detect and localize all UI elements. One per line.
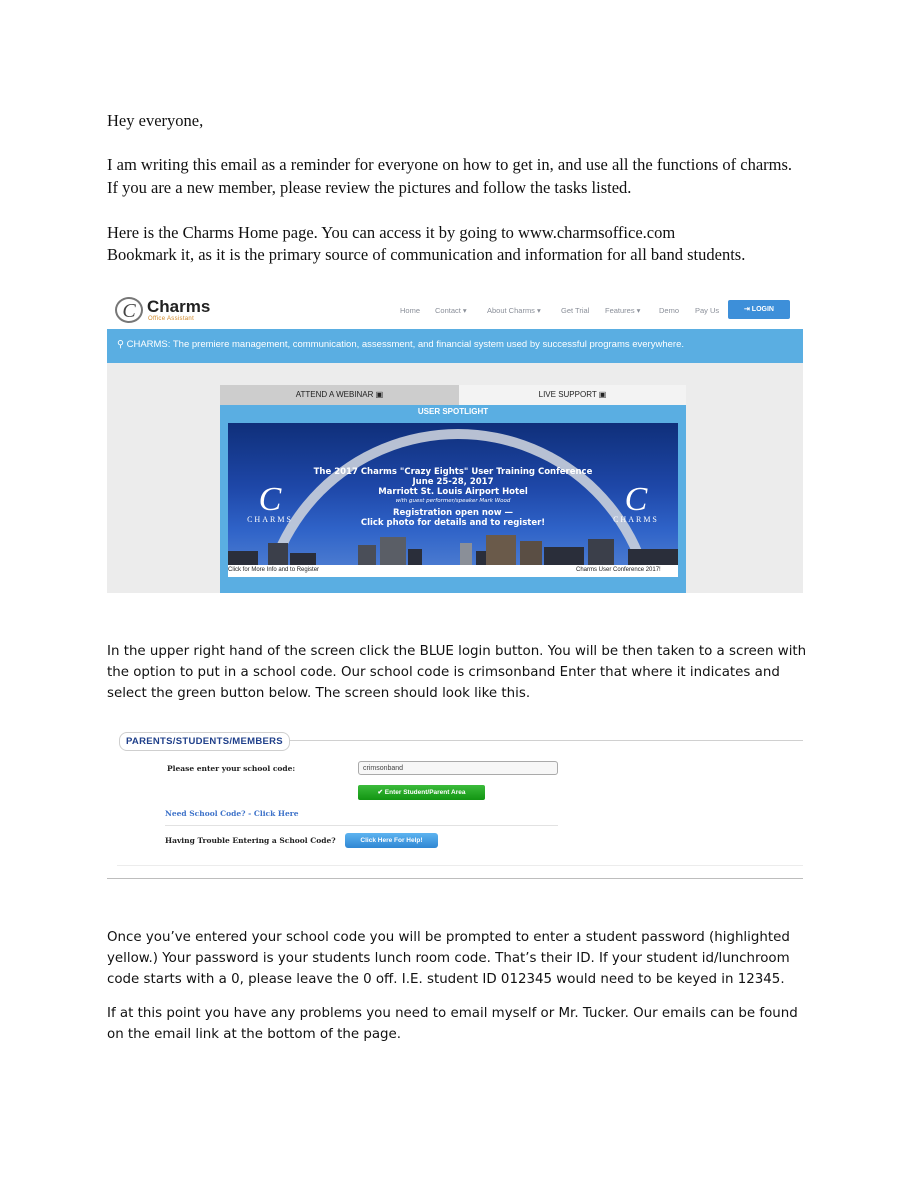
city-skyline-image	[228, 531, 678, 565]
tab-live-support[interactable]: LIVE SUPPORT ▣	[459, 385, 686, 405]
charms-photo-logo-right: C CHARMS	[613, 481, 659, 524]
paragraph-homepage-line2: Bookmark it, as it is the primary source of communication and information for all band students.	[107, 245, 746, 264]
need-school-code-link[interactable]: Need School Code? - Click Here	[165, 809, 299, 818]
form-bottom-divider	[117, 865, 803, 866]
paragraph-contact: If at this point you have any problems you need to email myself or Mr. Tucker. Our emails can be found on the email link at the bottom of the page.	[107, 1006, 798, 1042]
charms-logo-icon: C	[115, 297, 143, 323]
charms-banner	[107, 329, 803, 363]
conference-text: The 2017 Charms "Crazy Eights" User Training Conference June 25-28, 2017 Marriott St. Louis Airport Hotel with guest performer/speaker Mark Wood Registration open now — Click photo for details and to register!	[313, 467, 593, 528]
charms-photo-logo-left: C CHARMS	[247, 481, 293, 524]
school-code-label: Please enter your school code:	[167, 764, 296, 773]
screenshot-bottom-border	[107, 878, 803, 879]
login-button[interactable]: ⇥ LOGIN	[728, 300, 790, 319]
caption-conference: Charms User Conference 2017!	[576, 567, 661, 573]
spotlight-title: USER SPOTLIGHT	[417, 407, 489, 416]
paragraph-homepage-line1: Here is the Charms Home page. You can access it by going to www.charmsoffice.com	[107, 223, 676, 242]
nav-contact[interactable]: Contact ▾	[435, 306, 467, 315]
paragraph-intro: I am writing this email as a reminder for everyone on how to get in, and use all the functions of charms. If you are a new member, please review the pictures and follow the tasks listed.	[107, 155, 793, 197]
charms-logo-subtitle: Office Assistant	[148, 316, 195, 322]
charms-logo[interactable]	[115, 297, 225, 325]
charms-top-bar	[107, 291, 803, 329]
trouble-label: Having Trouble Entering a School Code?	[165, 836, 336, 845]
paragraph-login-instructions: In the upper right hand of the screen click the BLUE login button. You will be then taken to a screen with the option to put in a school code. Our school code is crimsonband Enter that where it indicates and select the green button below. The screen should look like this.	[107, 644, 807, 701]
school-code-input[interactable]: crimsonband	[358, 761, 558, 775]
nav-home[interactable]: Home	[400, 306, 421, 315]
nav-features[interactable]: Features ▾	[605, 306, 641, 315]
paragraph-password-instructions: Once you’ve entered your school code you will be prompted to enter a student password (highlighted yellow.) Your password is your students lunch room code. That’s their ID. If your student id/lunchroom code starts with a 0, please leave the 0 off. I.E. student ID 012345 would need to be keyed in 12345.	[107, 930, 790, 987]
charms-home-screenshot	[107, 291, 803, 593]
school-code-screenshot	[107, 727, 803, 882]
help-button[interactable]: Click Here For Help!	[345, 833, 438, 848]
nav-pay-us[interactable]: Pay Us	[695, 306, 720, 315]
conference-photo[interactable]	[228, 423, 678, 565]
user-spotlight-panel	[220, 405, 686, 593]
banner-text: ⚲ CHARMS: The premiere management, communication, assessment, and financial system used by successful programs everywhere.	[117, 339, 684, 350]
charms-tabs	[220, 385, 686, 405]
tab-attend-webinar[interactable]: ATTEND A WEBINAR ▣	[220, 385, 459, 405]
caption-more-info-link[interactable]: Click for More Info and to Register	[228, 567, 320, 573]
greeting: Hey everyone,	[107, 111, 204, 130]
form-separator	[165, 825, 558, 826]
enter-student-parent-area-button[interactable]: ✔ Enter Student/Parent Area	[358, 785, 485, 800]
nav-about[interactable]: About Charms ▾	[487, 306, 541, 315]
charms-logo-name: Charms	[147, 297, 211, 316]
nav-demo[interactable]: Demo	[659, 306, 680, 315]
section-title: PARENTS/STUDENTS/MEMBERS	[119, 732, 290, 751]
nav-get-trial[interactable]: Get Trial	[561, 306, 590, 315]
